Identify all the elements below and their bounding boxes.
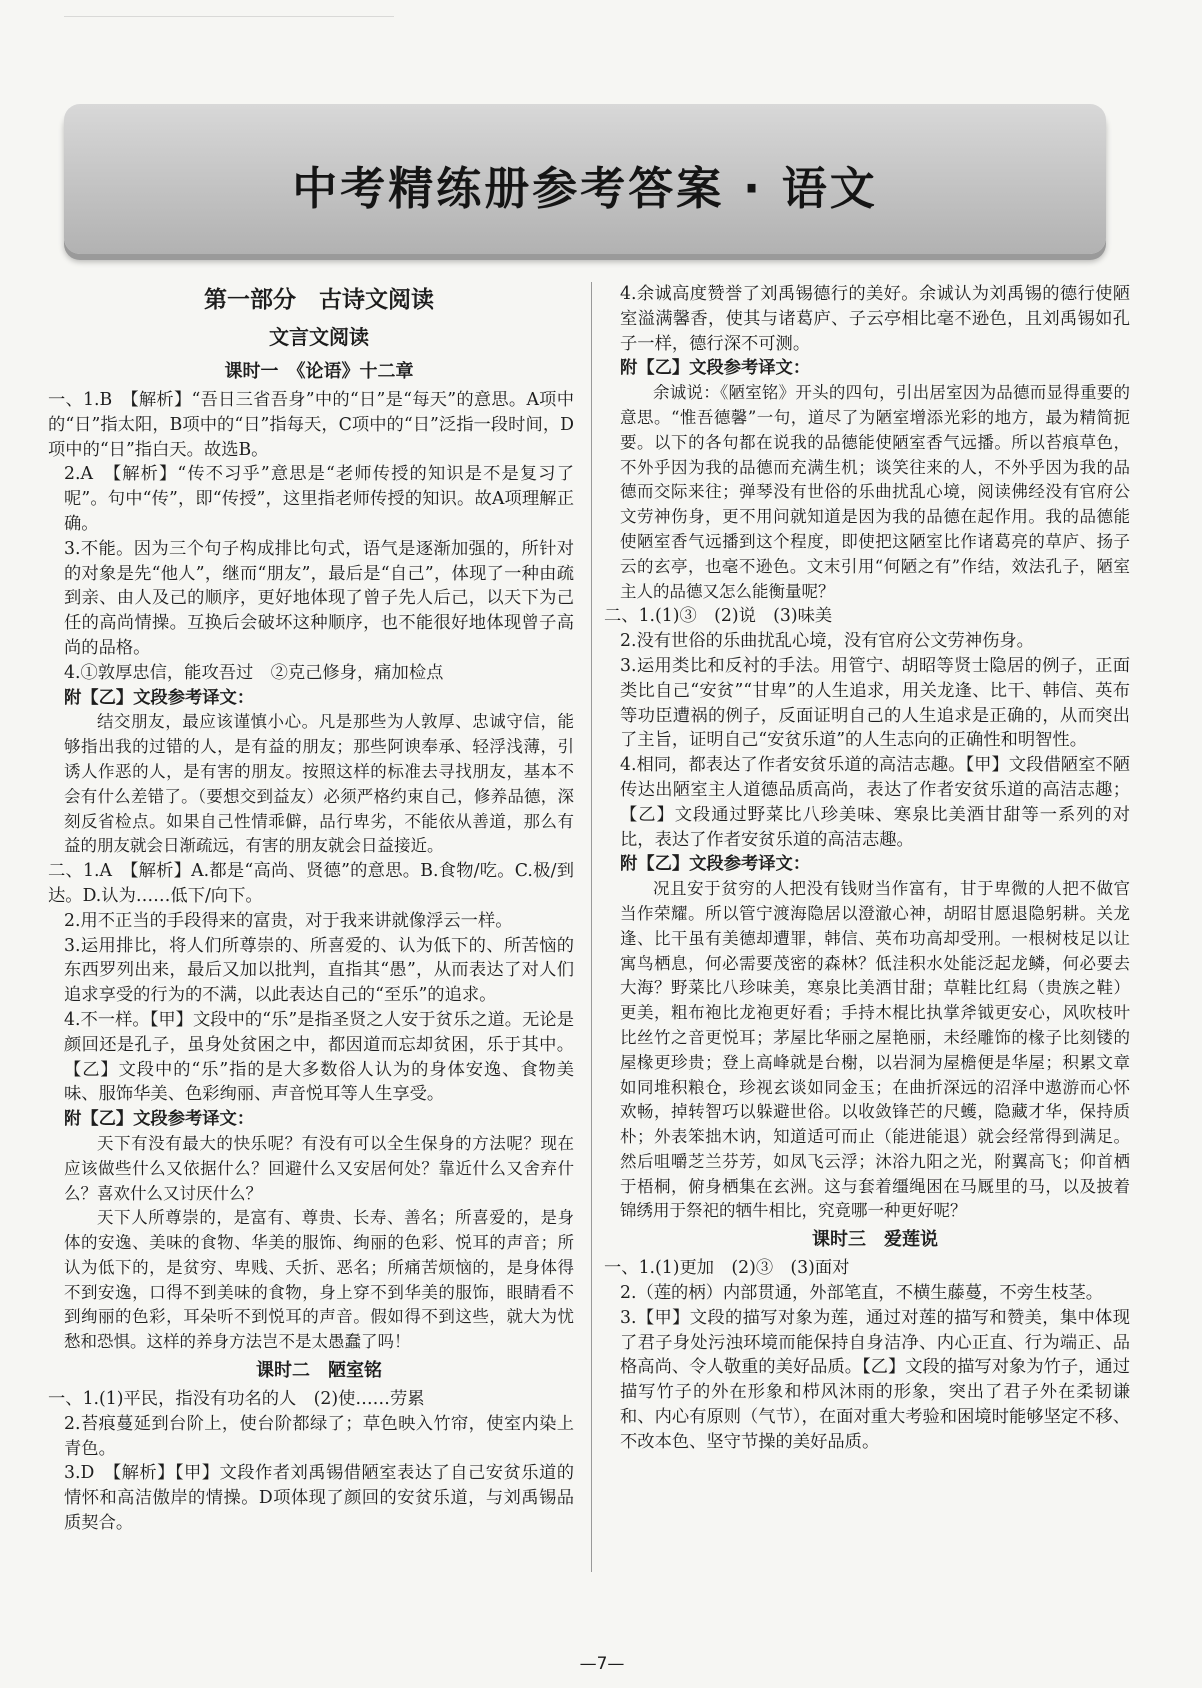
column-divider <box>591 282 592 1572</box>
translation-text: 结交朋友，最应该谨慎小心。凡是那些为人敦厚、忠诚守信，能够指出我的过错的人，是有益的朋友；那些阿谀奉承、轻浮浅薄，引诱人作恶的人，是有害的朋友。按照这样的标准去寻找朋友，基本不会有什么差错了。（要想交到益友）必须严格约束自己，修养品德，深刻反省检点。如果自己性情乖僻，品行卑劣，不能依从善道，那么有益的朋友就会日渐疏远，有害的朋友就会日益接近。 <box>64 712 574 856</box>
lesson-title: 课时二 陋室铭 <box>256 1360 382 1382</box>
translation-label: 附【乙】文段参考译文： <box>64 687 255 708</box>
answer-item: 一、1.(1)更加 (2)③ (3)面对 <box>604 1258 850 1279</box>
title-banner <box>64 104 1106 254</box>
answer-item: 二、1.A 【解析】A.都是“高尚、贤德”的意思。B.食物/吃。C.极/到达。D.认为……低下/向下。 <box>48 861 574 906</box>
lesson-title: 课时一 《论语》十二章 <box>224 361 414 382</box>
answer-item: 4.不一样。【甲】文段中的“乐”是指圣贤之人安于贫乐之道。无论是颜回还是孔子，虽身处贫困之中，都因道而忘却贫困，乐于其中。【乙】文段中的“乐”指的是大多数俗人认为的身体安逸、食物美味、服饰华美、色彩绚丽、声音悦耳等人生享受。 <box>64 1009 574 1105</box>
answer-item: 3.运用类比和反衬的手法。用管宁、胡昭等贤士隐居的例子，正面类比自己“安贫”“甘卑”的人生追求，用关龙逢、比干、韩信、英布等功臣遭祸的例子，反面证明自己的人生追求是正确的，从而突出了主旨，证明自己“安贫乐道”的人生志向的正确性和明智性。 <box>620 655 1130 751</box>
lesson-title: 课时三 爱莲说 <box>812 1229 938 1251</box>
answer-item: 一、1.B 【解析】“吾日三省吾身”中的“日”是“每天”的意思。A项中的“日”指太阳，B项中的“日”指每天，C项中的“日”泛指一段时间，D项中的“日”指白天。故选B。 <box>48 390 574 460</box>
right-column <box>604 282 1130 1455</box>
page-title: 中考精练册参考答案 · 语文 <box>292 162 878 215</box>
translation-label: 附【乙】文段参考译文： <box>620 358 811 379</box>
section-title: 文言文阅读 <box>269 325 369 349</box>
answer-item: 3.运用排比，将人们所尊崇的、所喜爱的、认为低下的、所苦恼的东西罗列出来，最后又加以批判，直指其“愚”，从而表达了对人们追求享受的行为的不满，以此表达自己的“至乐”的追求。 <box>64 935 574 1006</box>
translation-label: 附【乙】文段参考译文： <box>620 854 811 875</box>
answer-item: 2.用不正当的手段得来的富贵，对于我来讲就像浮云一样。 <box>64 910 513 931</box>
part-title: 第一部分 古诗文阅读 <box>204 287 434 313</box>
translation-text: 况且安于贫穷的人把没有钱财当作富有，甘于卑微的人把不做官当作荣耀。所以管宁渡海隐居以澄澈心神，胡昭甘愿退隐躬耕。关龙逢、比干虽有美德却遭罪，韩信、英布功高却受刑。一根树枝足以让寓鸟栖息，何必需要茂密的森林？低洼积水处能泛起龙鳞，何必要去大海？野菜比八珍味美，寒泉比美酒甘甜；草鞋比红舄（贵族之鞋）更美，粗布袍比龙袍更好看；手持木棍比执掌斧钺更安心，风吹枝叶比丝竹之音更悦耳；茅屋比华丽之屋艳丽，未经雕饰的椽子比刻镂的屋椽更珍贵；登上高峰就是台榭，以岩洞为屋檐便是华屋；积累文章如同堆积粮仓，珍视玄谈如同金玉；在曲折深远的沼泽中遨游而心怀欢畅，掉转智巧以躲避世俗。以收敛锋芒的尺蠖，隐藏才华，保持质朴；外表笨拙木讷，知道适可而止（能进能退）就会经常得到满足。然后咀嚼芝兰芬芳，如凤飞云浮；沐浴九阳之光，附翼高飞；仰首栖于梧桐，俯身栖集在玄洲。这与套着缰绳困在马厩里的马，以及披着锦绣用于祭祀的牺牛相比，究竟哪一种更好呢？ <box>620 879 1130 1221</box>
answer-item: 4.余诚高度赞誉了刘禹锡德行的美好。余诚认为刘禹锡的德行使陋室溢满馨香，使其与诸葛庐、子云亭相比毫不逊色，且刘禹锡如孔子一样，德行深不可测。 <box>620 284 1130 354</box>
left-column <box>48 282 574 1536</box>
translation-label: 附【乙】文段参考译文： <box>64 1109 255 1130</box>
translation-text: 余诚说：《陋室铭》开头的四句，引出居室因为品德而显得重要的意思。“惟吾德馨”一句，道尽了为陋室增添光彩的地方，最为精简扼要。以下的各句都在说我的品德能使陋室香气远播。所以苔痕草色，不外乎因为我的品德而充满生机；谈笑往来的人，不外乎因为我的品德而交际来往；弹琴没有世俗的乐曲扰乱心境，阅读佛经没有官府公文劳神伤身，更不用问就知道是因为我的品德在起作用。我的品德能使陋室香气远播到这个程度，即使把这陋室比作诸葛亮的草庐、扬子云的玄亭，也毫不逊色。文末引用“何陋之有”作结，效法孔子，陋室主人的品德又怎么能衡量呢？ <box>620 383 1130 601</box>
answer-item: 2.苔痕蔓延到台阶上，使台阶都绿了；草色映入竹帘，使室内染上青色。 <box>64 1413 574 1459</box>
answer-item: 2.A 【解析】“传不习乎”意思是“老师传授的知识是不是复习了呢”。句中“传”，即“传授”，这里指老师传授的知识。故A项理解正确。 <box>64 464 574 534</box>
translation-text: 天下人所尊崇的，是富有、尊贵、长寿、善名；所喜爱的，是身体的安逸、美味的食物、华美的服饰、绚丽的色彩、悦耳的声音；所认为低下的，是贫穷、卑贱、夭折、恶名；所痛苦烦恼的，是身体得不到安逸，口得不到美味的食物，身上穿不到华美的服饰，眼睛看不到绚丽的色彩，耳朵听不到悦耳的声音。假如得不到这些，就大为忧愁和恐惧。这样的养身方法岂不是太愚蠢了吗！ <box>64 1208 574 1352</box>
answer-item: 2.（莲的柄）内部贯通，外部笔直，不横生藤蔓，不旁生枝茎。 <box>620 1283 1104 1304</box>
answer-item: 4.相同，都表达了作者安贫乐道的高洁志趣。【甲】文段借陋室不陋传达出陋室主人道德品质高尚，表达了作者安贫乐道的高洁志趣；【乙】文段通过野菜比八珍美味、寒泉比美酒甘甜等一系列的对比，表达了作者安贫乐道的高洁志趣。 <box>620 755 1130 850</box>
answer-item: 3.不能。因为三个句子构成排比句式，语气是逐渐加强的，所针对的对象是先“他人”，继而“朋友”，最后是“自己”，体现了一种由疏到亲、由人及己的顺序，更好地体现了曾子先人后己，以天下为己任的高尚情操。互换后会破坏这种顺序，也不能很好地体现曾子高尚的品格。 <box>64 538 574 658</box>
answer-item: 二、1.(1)③ (2)说 (3)味美 <box>604 606 833 627</box>
page-number: —7— <box>579 1654 625 1674</box>
answer-item: 一、1.(1)平民，指没有功名的人 (2)使……劳累 <box>48 1389 425 1410</box>
answer-item: 2.没有世俗的乐曲扰乱心境，没有官府公文劳神伤身。 <box>620 631 1034 652</box>
answer-item: 4.①敦厚忠信，能攻吾过 ②克己修身，痛加检点 <box>64 662 444 683</box>
answer-item: 3.【甲】文段的描写对象为莲，通过对莲的描写和赞美，集中体现了君子身处污浊环境而能保持自身洁净、内心正直、行为端正、品格高尚、令人敬重的美好品质。【乙】文段的描写对象为竹子，通过描写竹子的外在形象和栉风沐雨的形象，突出了君子外在柔韧谦和、内心有原则（气节），在面对重大考验和困境时能够坚定不移、不改本色、坚守节操的美好品质。 <box>620 1307 1130 1452</box>
answer-item: 3.D 【解析】【甲】文段作者刘禹锡借陋室表达了自己安贫乐道的情怀和高洁傲岸的情操。D项体现了颜回的安贫乐道，与刘禹锡品质契合。 <box>64 1463 574 1534</box>
translation-text: 天下有没有最大的快乐呢？有没有可以全生保身的方法呢？现在应该做些什么又依据什么？回避什么又安居何处？靠近什么又舍弃什么？喜欢什么又讨厌什么？ <box>64 1133 574 1203</box>
top-edge-line <box>64 8 394 17</box>
